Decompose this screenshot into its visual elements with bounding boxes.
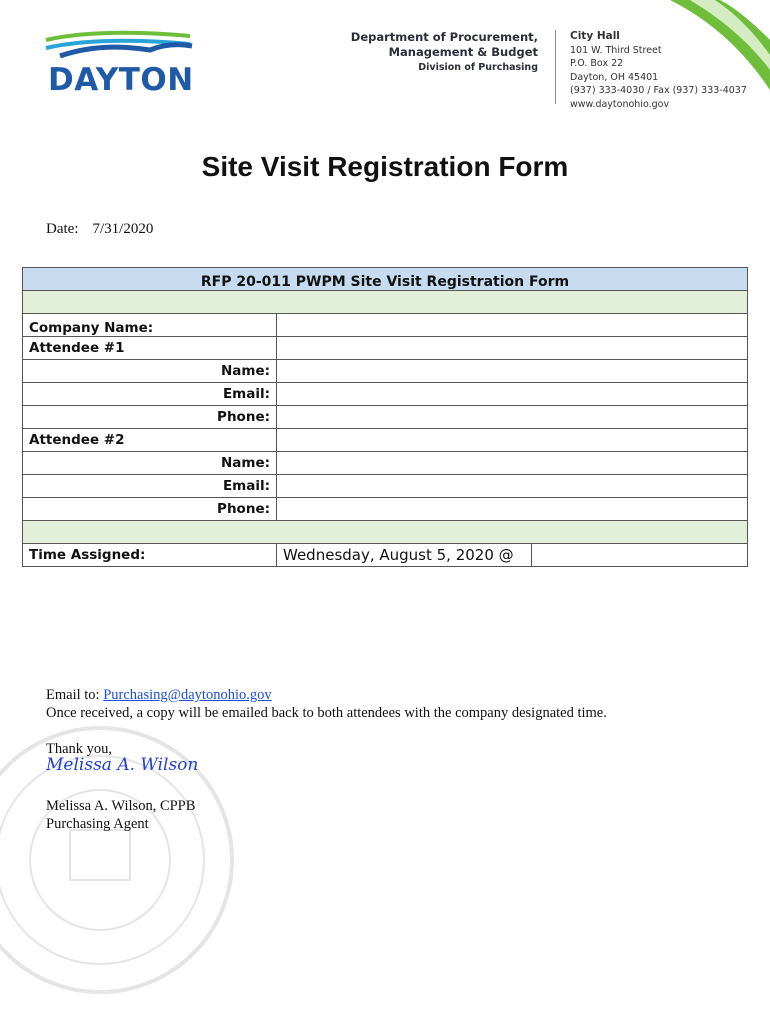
attendee1-blank bbox=[277, 337, 748, 360]
time-assigned-value: Wednesday, August 5, 2020 @ bbox=[277, 544, 532, 567]
time-slot-field[interactable] bbox=[532, 544, 748, 567]
signer-name: Melissa A. Wilson, CPPB bbox=[46, 798, 196, 814]
department-block bbox=[351, 30, 538, 75]
spacer-row bbox=[23, 521, 748, 544]
attendee1-email-label: Email: bbox=[23, 383, 277, 406]
address-title: City Hall bbox=[570, 30, 620, 42]
date-line bbox=[46, 221, 153, 238]
logo-wordmark: DAYTON bbox=[48, 62, 194, 98]
attendee2-label: Attendee #2 bbox=[23, 429, 277, 452]
dept-line1: Department of Procurement, bbox=[350, 30, 538, 44]
email-prefix: Email to: bbox=[46, 687, 100, 703]
attendee1-name-label: Name: bbox=[23, 360, 277, 383]
signature: Melissa A. Wilson bbox=[46, 755, 199, 775]
address-line1: 101 W. Third Street bbox=[570, 44, 662, 56]
attendee2-email-field[interactable] bbox=[277, 475, 748, 498]
purchasing-email-link[interactable]: Purchasing@daytonohio.gov bbox=[103, 687, 272, 703]
date-label: Date: bbox=[46, 221, 79, 237]
corner-swoosh-icon bbox=[630, 0, 770, 96]
address-line3: Dayton, OH 45401 bbox=[570, 71, 659, 83]
page-title: Site Visit Registration Form bbox=[201, 151, 569, 182]
company-name-field[interactable] bbox=[277, 314, 748, 337]
registration-table bbox=[22, 267, 748, 567]
attendee2-email-label: Email: bbox=[23, 475, 277, 498]
attendee2-name-label: Name: bbox=[23, 452, 277, 475]
email-line bbox=[46, 686, 272, 704]
attendee1-name-field[interactable] bbox=[277, 360, 748, 383]
date-value: 7/31/2020 bbox=[92, 221, 154, 237]
company-name-label: Company Name: bbox=[23, 314, 277, 337]
signer-title: Purchasing Agent bbox=[46, 816, 149, 832]
dept-line2: Management & Budget bbox=[388, 45, 538, 59]
instruction-note: Once received, a copy will be emailed back to both attendees with the company designated time. bbox=[46, 705, 607, 721]
form-header: RFP 20-011 PWPM Site Visit Registration Form bbox=[23, 268, 748, 291]
address-line5: www.daytonohio.gov bbox=[570, 98, 670, 110]
attendee1-email-field[interactable] bbox=[277, 383, 748, 406]
attendee2-phone-field[interactable] bbox=[277, 498, 748, 521]
address-line4: (937) 333-4030 / Fax (937) 333-4037 bbox=[570, 85, 747, 96]
spacer-row bbox=[23, 291, 748, 314]
attendee1-phone-field[interactable] bbox=[277, 406, 748, 429]
attendee1-phone-label: Phone: bbox=[23, 406, 277, 429]
attendee2-phone-label: Phone: bbox=[23, 498, 277, 521]
attendee2-name-field[interactable] bbox=[277, 452, 748, 475]
time-assigned-label: Time Assigned: bbox=[23, 544, 277, 567]
header-divider bbox=[555, 30, 556, 104]
attendee2-blank bbox=[277, 429, 748, 452]
attendee1-label: Attendee #1 bbox=[23, 337, 277, 360]
address-line2: P.O. Box 22 bbox=[570, 58, 624, 69]
dept-line3: Division of Purchasing bbox=[418, 62, 538, 73]
thanks-line: Thank you, bbox=[46, 741, 113, 757]
